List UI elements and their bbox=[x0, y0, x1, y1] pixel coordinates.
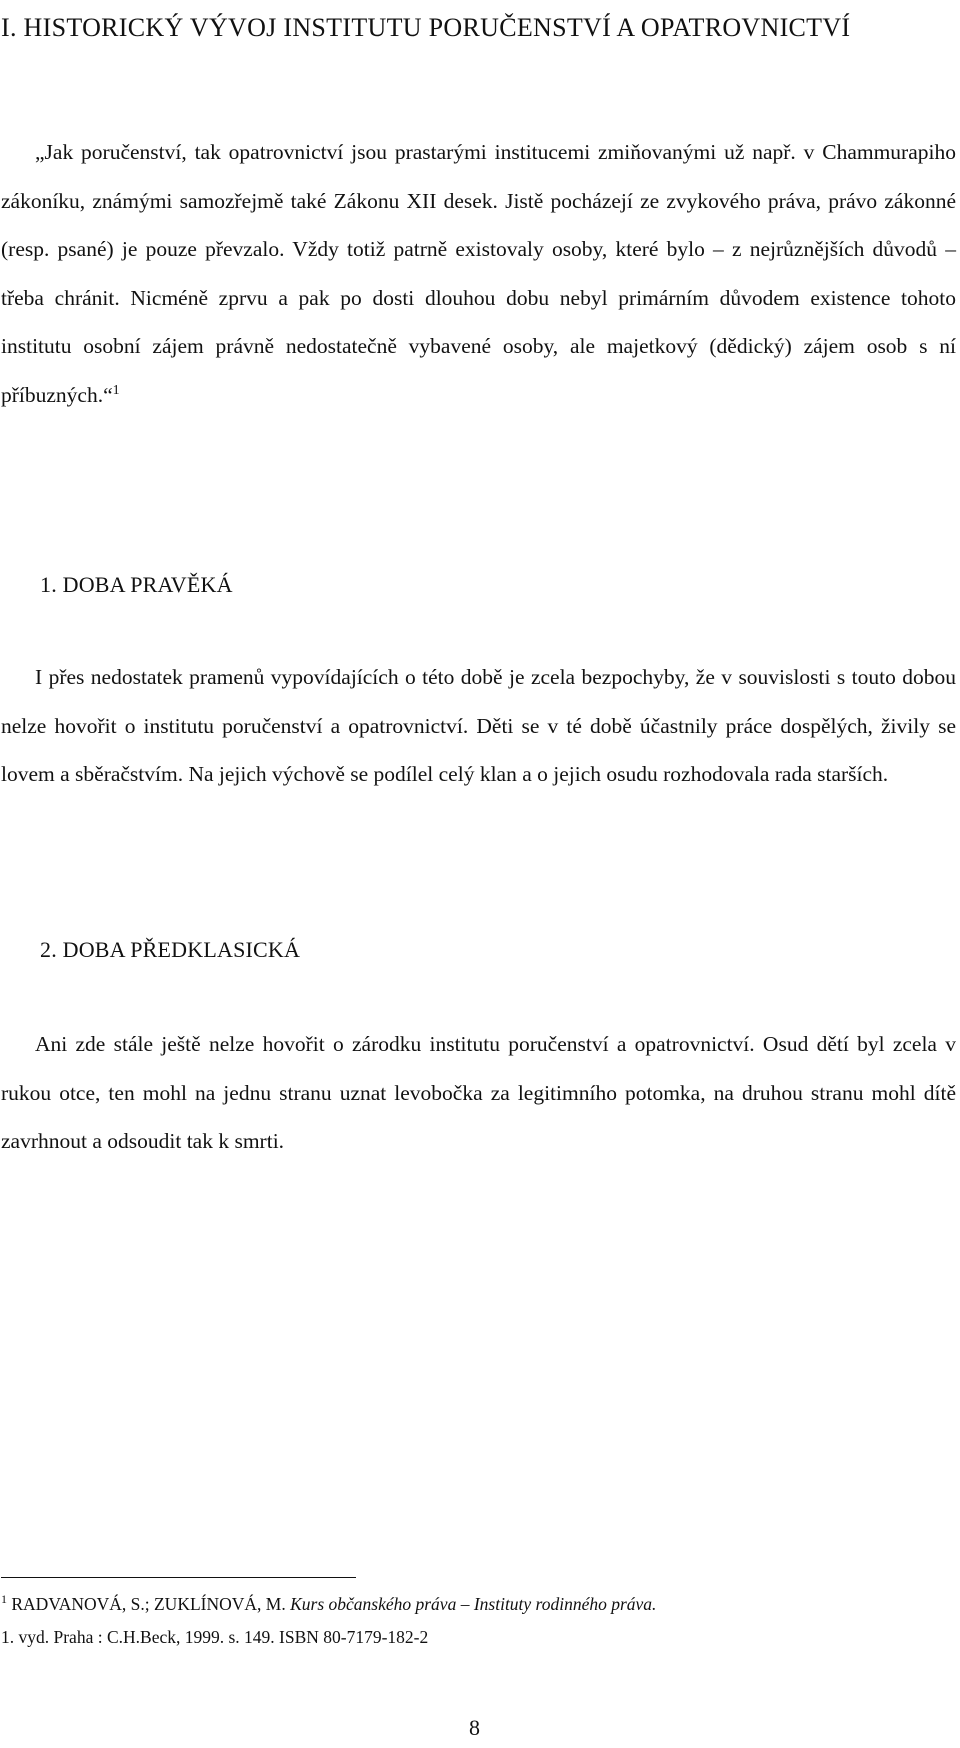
footnote-mark: 1 bbox=[1, 1592, 7, 1607]
footnote-title: Kurs občanského práva – Instituty rodinného práva. bbox=[290, 1594, 657, 1614]
section-heading-prehistoric: 1. DOBA PRAVĚKÁ bbox=[40, 572, 233, 597]
footnote-separator bbox=[1, 1577, 356, 1578]
section-paragraph-prehistoric: I přes nedostatek pramenů vypovídajících o této době je zcela bezpochyby, že v souvislosti s touto dobou nelze hovořit o institutu poručenství a opatrovnictví. Děti se v té době účastnily práce dospělých, živily se lovem a sběračstvím. Na jejich výchově se podílel celý klan a o jejich osudu rozhodovala rada starších. bbox=[1, 665, 956, 786]
footnote bbox=[1, 1588, 956, 1654]
footnote-reference[interactable]: 1 bbox=[112, 382, 120, 398]
footnote-details: 1. vyd. Praha : C.H.Beck, 1999. s. 149. ISBN 80-7179-182-2 bbox=[1, 1627, 429, 1647]
chapter-title: I. HISTORICKÝ VÝVOJ INSTITUTU PORUČENSTVÍ A OPATROVNICTVÍ bbox=[1, 13, 851, 42]
intro-paragraph bbox=[1, 128, 956, 419]
intro-paragraph-text: „Jak poručenství, tak opatrovnictví jsou prastarými institucemi zmiňovanými už např. v Chammurapiho zákoníku, známými samozřejmě také Zákonu XII desek. Jistě pocházejí ze zvykového práva, právo zákonné (resp. psané) je pouze převzalo. Vždy totiž patrně existovaly osoby, které bylo – z nejrůznějších důvodů – třeba chránit. Nicméně zprvu a pak po dosti dlouhou dobu nebyl primárním důvodem existence tohoto institutu osobní zájem právně nedostatečně vybavené osoby, ale majetkový (dědický) zájem osob s ní příbuzných.“ bbox=[1, 140, 956, 407]
page-number: 8 bbox=[469, 1715, 480, 1740]
section-paragraph-preclassical: Ani zde stále ještě nelze hovořit o zárodku institutu poručenství a opatrovnictví. Osud dětí byl zcela v rukou otce, ten mohl na jednu stranu uznat levobočka za legitimního potomka, na druhou stranu mohl dítě zavrhnout a odsoudit tak k smrti. bbox=[1, 1032, 956, 1153]
footnote-authors: RADVANOVÁ, S.; ZUKLÍNOVÁ, M. bbox=[11, 1594, 286, 1614]
section-heading-preclassical: 2. DOBA PŘEDKLASICKÁ bbox=[40, 937, 301, 962]
